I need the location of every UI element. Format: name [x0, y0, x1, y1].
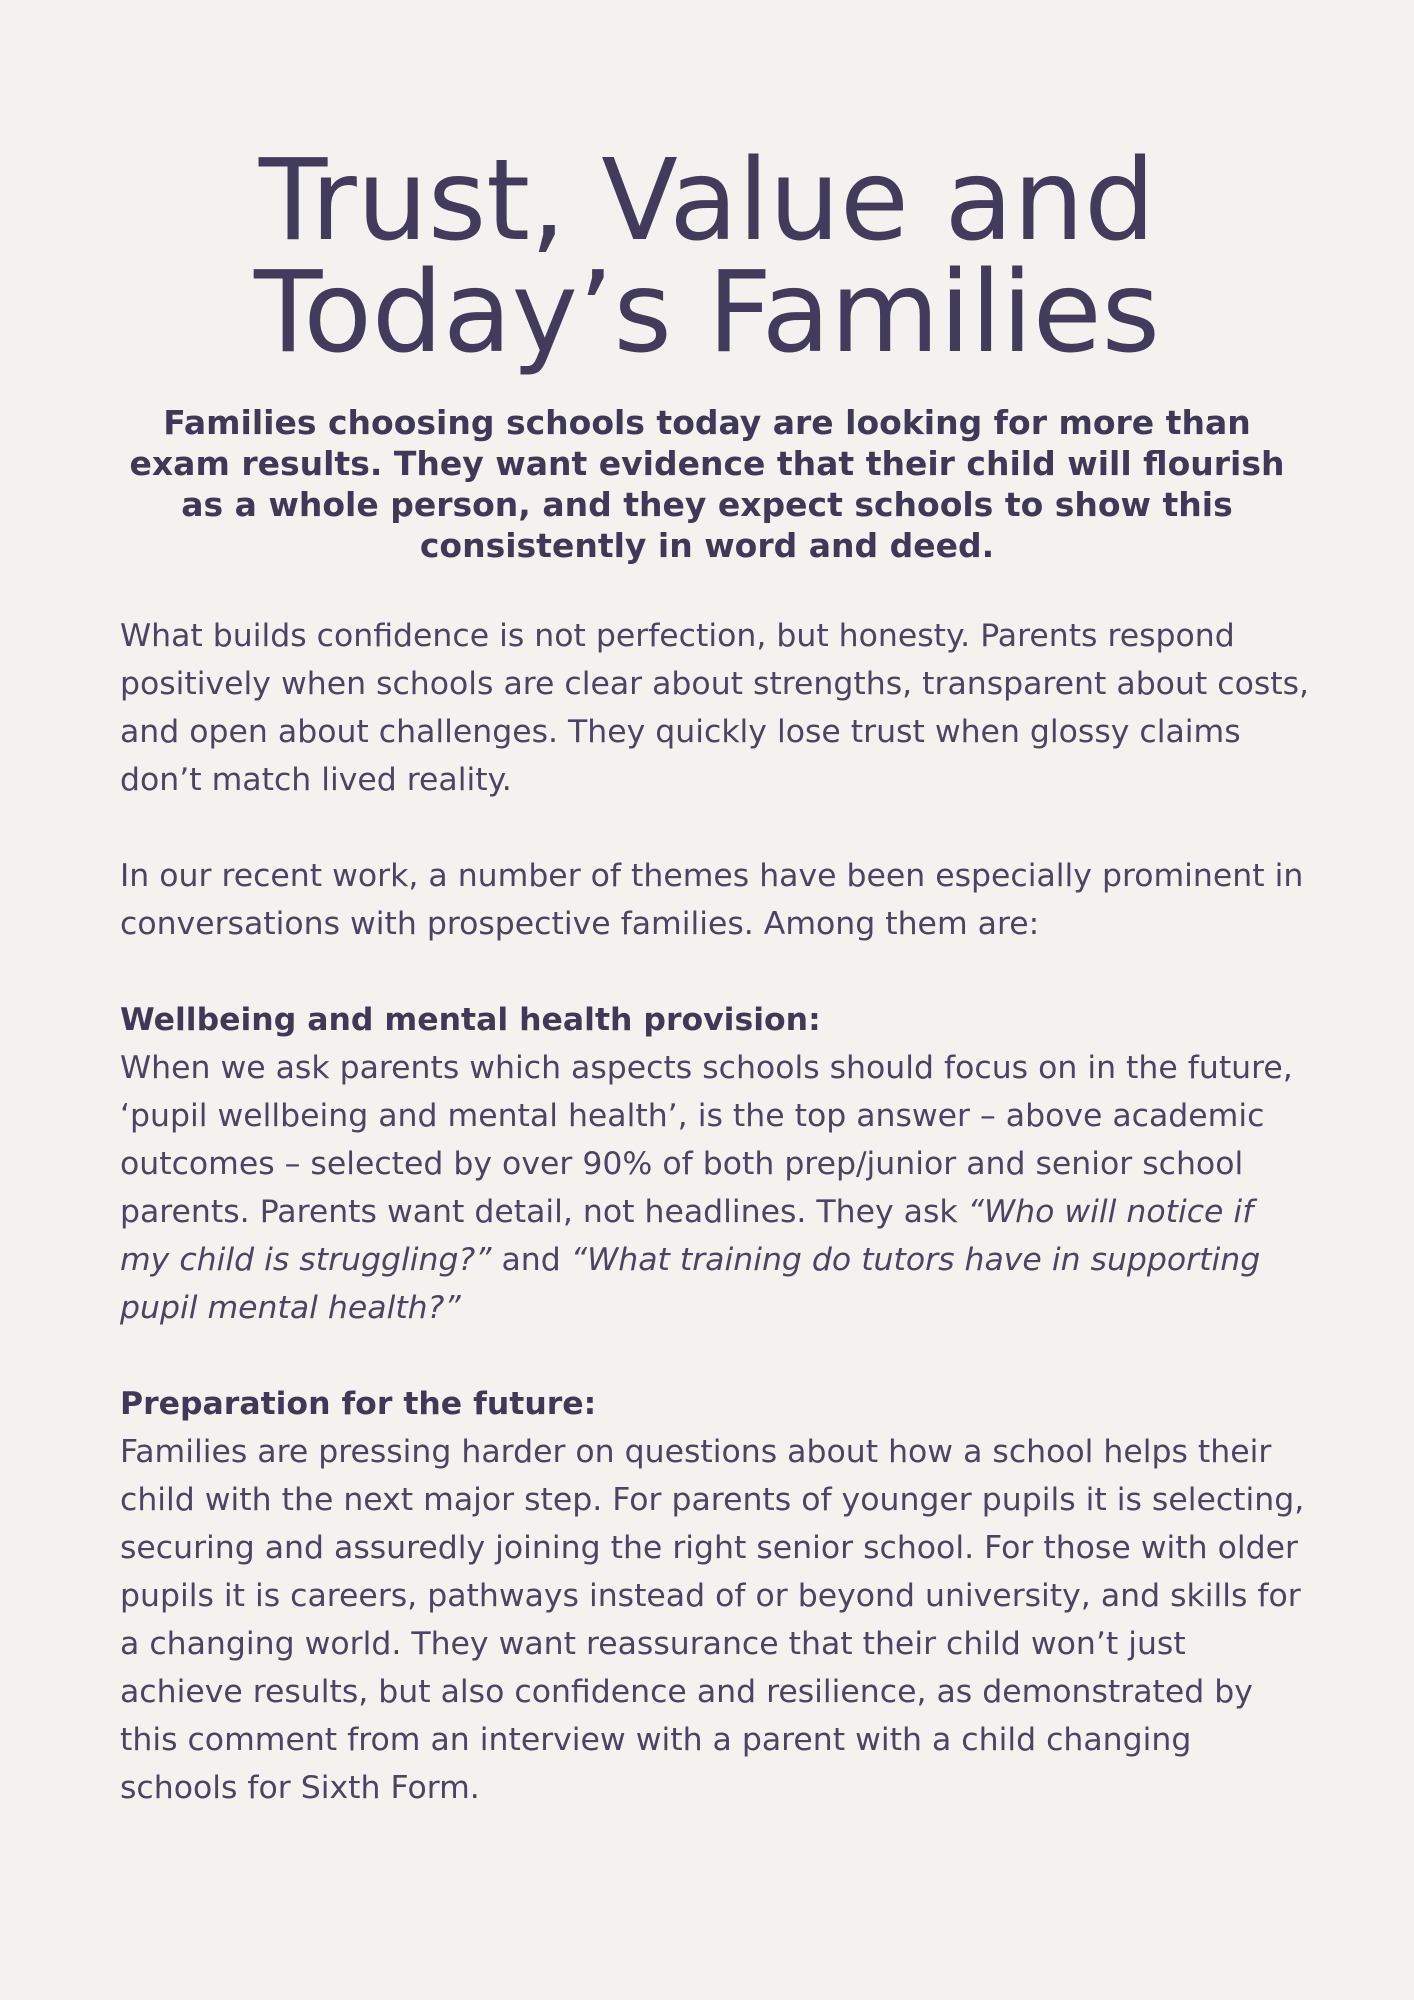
- page-title: [150, 136, 1264, 378]
- wellbeing-connector: and: [491, 1242, 571, 1278]
- lead-paragraph: Families choosing schools today are looking for more than exam results. They want evidence that their child will flourish as a whole person, and they expect schools to show this consistently in word and deed.: [129, 403, 1285, 565]
- wellbeing-quote-2: “What training do tutors have in supporting pupil mental health?”: [120, 1242, 1261, 1326]
- intro-paragraph: What builds confidence is not perfection, but honesty. Parents respond positively when schools are clear about strengths, transparent about costs, and open about challenges. They quickly lose trust when glossy claims don’t match lived reality.: [120, 618, 1310, 798]
- section-heading-wellbeing: Wellbeing and mental health provision:: [120, 1002, 821, 1038]
- wellbeing-quote-1: “Who will notice if my child is struggling?”: [120, 1194, 1254, 1278]
- page-title-line-1: Trust, Value and: [258, 136, 1156, 266]
- section-text-future: Families are pressing harder on questions about how a school helps their child with the next major step. For parents of younger pupils it is selecting, securing and assuredly joining the right senior school. For those with older pupils it is careers, pathways instead of or beyond university, and skills for a changing world. They want reassurance that their child won’t just achieve results, but also confidence and resilience, as demonstrated by this comment from an interview with a parent with a child changing schools for Sixth Form.: [120, 1434, 1305, 1806]
- section-text-wellbeing: [120, 1044, 1310, 1332]
- page-title-line-2: Today’s Families: [254, 248, 1160, 378]
- wellbeing-text: When we ask parents which aspects schools should focus on in the future, ‘pupil wellbeing and mental health’, is the top answer – above academic outcomes – selected by over 90% of both prep/junior and senior school parents. Parents want detail, not headlines. They ask: [120, 1050, 1293, 1230]
- section-heading-future: Preparation for the future:: [120, 1386, 597, 1422]
- themes-paragraph: In our recent work, a number of themes have been especially prominent in conversations with prospective families. Among them are:: [120, 858, 1304, 942]
- article-body: [120, 612, 1310, 1860]
